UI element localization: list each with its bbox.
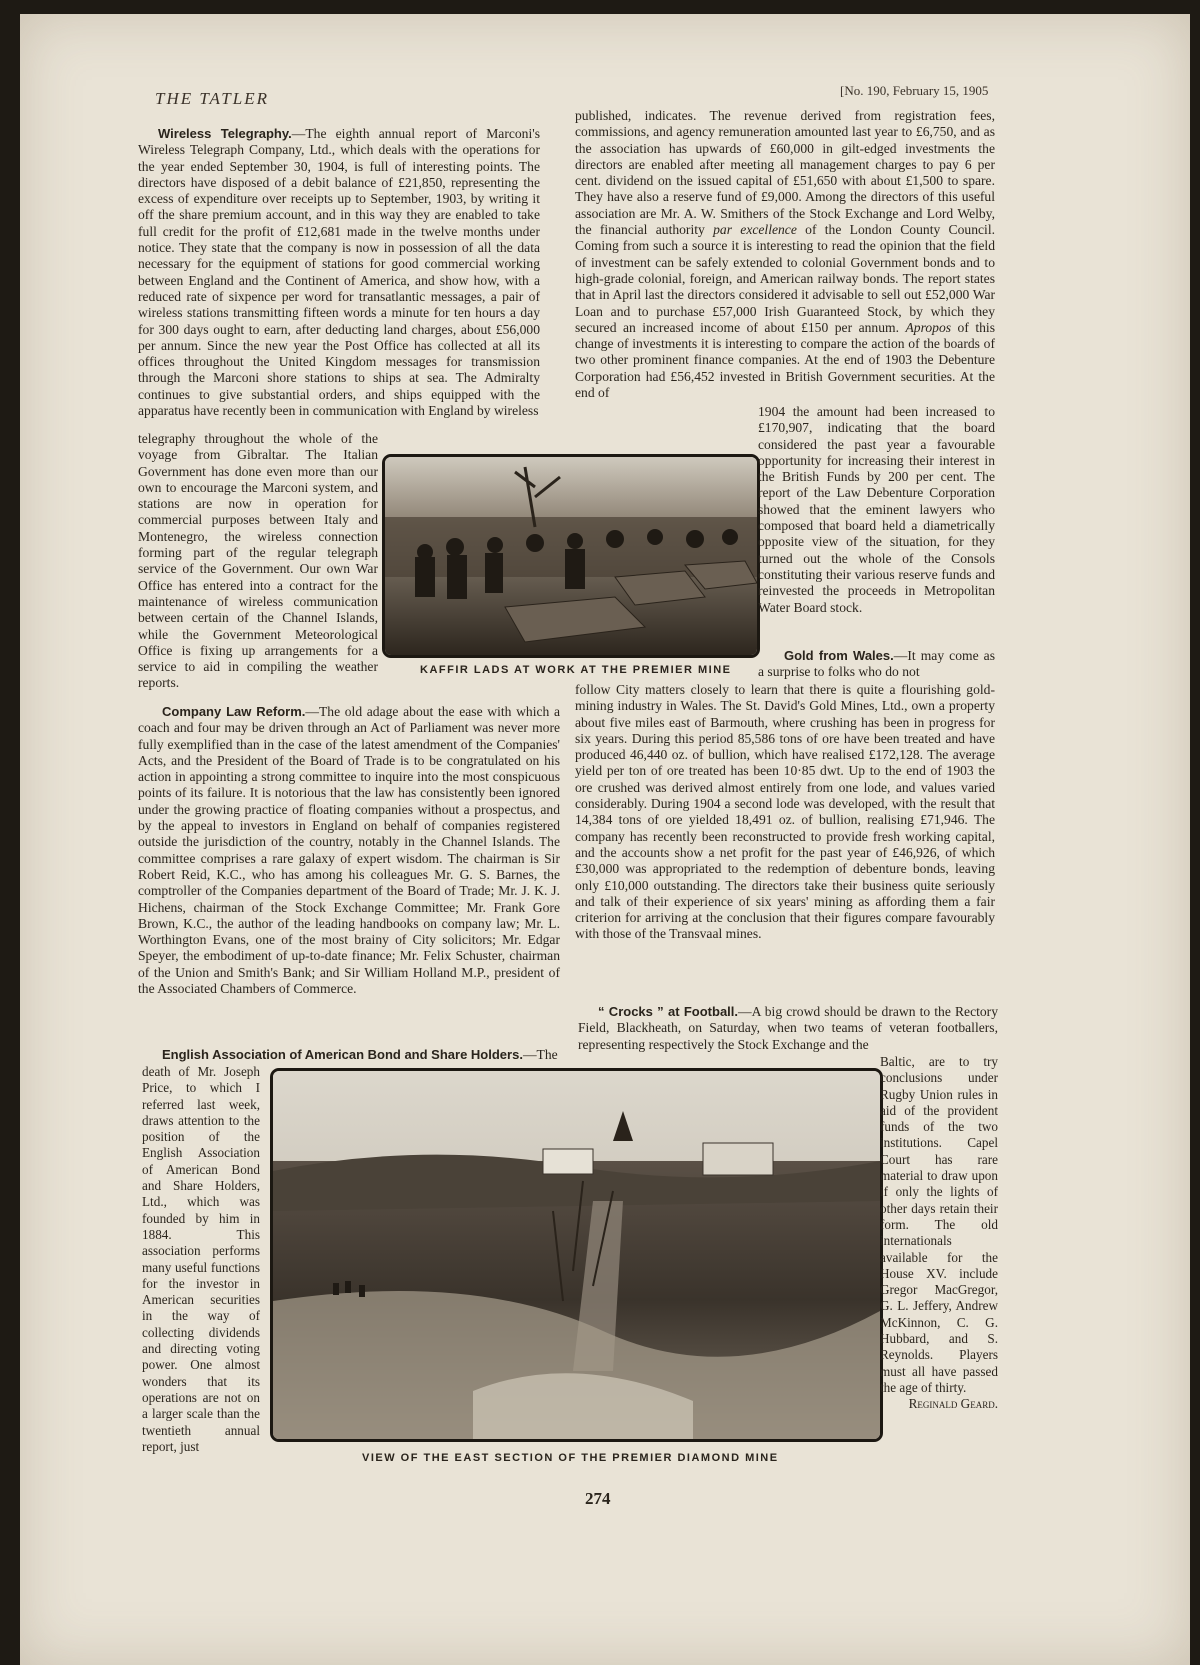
gold-heading: Gold from Wales. (784, 648, 894, 663)
english-assoc-article (142, 1064, 260, 1455)
english-assoc-text: death of Mr. Joseph Price, to which I referred last week, draws attention to the position of the English Association of American Bond and Share Holders, Ltd., which was founded by him in 1884. This association performs many useful functions for the investor in American securities in the way of collecting dividends and directing voting power. One almost wonders that its operations are not on a larger scale than the twentieth annual report, just (142, 1064, 260, 1454)
wireless-article (138, 126, 540, 419)
gold-heading-line: Gold from Wales.—It may come as a surprise to folks who do not (758, 648, 995, 680)
wireless-continued (138, 431, 378, 692)
issue-date: [No. 190, February 15, 1905 (840, 83, 989, 98)
premier-mine-photo (270, 1068, 883, 1442)
kaffir-lads-image (385, 457, 757, 655)
premier-mine-image (273, 1071, 880, 1439)
gold-article (575, 682, 995, 943)
top-photo-caption: KAFFIR LADS AT WORK AT THE PREMIER MINE (420, 664, 732, 676)
wireless-text-a: —The eighth annual report of Marconi's Wireless Telegraph Company, Ltd., which deals with the operations for the year ended September 30, 1904, is full of interesting points. The directors have disposed of a debit balance of £21,850, representing the excess of expenditure over receipts up to September, 1903, by writing it off the share premium account, and in this way they are enabled to take full credit for the profit of £12,681 made in the twelve months under notice. They state that the company is now in possession of all the data necessary for the equipment of stations for good commercial working between England and the Continent of America, and show how, with a reduced rate of sixpence per word for transatlantic messages, a pair of wireless stations transmitting fifteen words a minute for ten hours a day for 300 days ought to earn, after deducting land charges, about £56,000 per annum. Since the new year the Post Office has collected at all its offices throughout the United Kingdom messages for transmission through the Marconi shore stations to ships at sea. The Admiralty continues to give substantial orders, and ships equipped with the apparatus have recently been in communication with England by wireless (138, 126, 540, 419)
gold-text: follow City matters closely to learn that there is quite a flourishing gold-mining industry in Wales. The St. David's Gold Mines, Ltd., own a property about five miles east of Barmouth, where crushing has been in progress for six years. During this period 85,586 tons of ore have been treated and have produced 46,440 oz. of bullion, which have realised £172,128. The average yield per ton of ore treated has been 10·85 dwt. Up to the end of 1903 the ore crushed was derived almost entirely from one lode, and values varied considerably. During 1904 a second lode was developed, with the result that 14,384 tons of ore yielded 18,491 oz. of bullion, realising £71,946. The company has recently been reconstructed to provide fresh working capital, and the accounts show a net profit for the past year of £46,926, of which £30,000 was appropriated to the redemption of debenture bonds, leaving only £10,000 outstanding. The directors take their business quite seriously and talk of their experience of six years' mining as affording them a fair criterion for arriving at the conclusion that their figures compare favourably with those of the Transvaal mines. (575, 682, 995, 942)
bottom-photo-caption: VIEW OF THE EAST SECTION OF THE PREMIER DIAMOND MINE (362, 1452, 779, 1464)
magazine-title: THE TATLER (155, 89, 269, 108)
page-number: 274 (585, 1489, 611, 1508)
crocks-heading: “ Crocks ” at Football. (598, 1004, 739, 1019)
wireless-text-b: telegraphy throughout the whole of the voyage from Gibraltar. The Italian Government has done even more than our own to encourage the Marconi system, and stations are now in operation for commercial purposes between Italy and Montenegro, the wireless connection forming part of the regular telegraph service of the Government. Our own War Office has entered into a contract for the maintenance of wireless communication between certain of the Channel Islands, while the Government Meteorological Office is fixing up arrangements for a service to aid in compiling the weather reports. (138, 431, 378, 691)
wireless-heading: Wireless Telegraphy. (158, 126, 292, 141)
company-law-heading: Company Law Reform. (162, 704, 306, 719)
debenture-article: 1904 the amount had been increased to £170,907, indicating that the board considered the past year a favourable opportunity for increasing their interest in the British Funds by 200 per cent. The report of the Law Debenture Corporation showed that the eminent lawyers who composed that board held a diametrically opposite view of the situation, for they turned out the whole of the Consols constituting their various reserve funds and reinvested the proceeds in Metropolitan Water Board stock. (758, 404, 995, 615)
english-assoc-heading: English Association of American Bond and Share Holders. (162, 1047, 523, 1062)
crocks-article: “ Crocks ” at Football.—A big crowd should be drawn to the Rectory Field, Blackheath, on Saturday, when two teams of veteran footballers, representing respectively the Stock Exchange and the (578, 1004, 998, 1052)
english-assoc-continued: published, indicates. The revenue derived from registration fees, commissions, and agency remuneration amounted last year to £6,750, and as the association has upwards of £60,000 in gilt-edged investments the directors are enabled after meeting all management charges to pay 6 per cent. dividend on the issued capital of £51,650 with about £1,500 to spare. They have also a reserve fund of £9,000. Among the directors of this useful association are Mr. A. W. Smithers of the Stock Exchange and Lord Welby, the financial authority par excellence of the London County Council. Coming from such a source it is interesting to read the opinion that the field of investment can be safely extended to colonial Government bonds and to high-grade colonial, foreign, and American railway bonds. The report states that in April last the directors considered it advisable to sell out £52,000 War Loan and to purchase £57,000 Irish Guaranteed Stock, by which they secured an increased income of about £150 per annum. Apropos of this change of investments it is interesting to compare the action of the boards of two other prominent finance companies. At the end of 1903 the Debenture Corporation had £56,452 invested in British Government securities. At the end of (575, 108, 996, 401)
magazine-page (20, 14, 1190, 1665)
english-assoc-heading-line: English Association of American Bond and Share Holders.—The (162, 1047, 558, 1062)
author-signature: Reginald Geard. (908, 1396, 998, 1412)
kaffir-lads-photo (382, 454, 760, 658)
crocks-continued: Baltic, are to try conclusions under Rugby Union rules in aid of the provident funds of the two institutions. Capel Court has rare material to draw upon if only the lights of other days retain their form. The old internationals available for the House XV. include Gregor MacGregor, G. L. Jeffery, Andrew McKinnon, C. G. Hubbard, and S. Reynolds. Players must all have passed the age of thirty. Reginald Geard. (880, 1054, 998, 1412)
company-law-article (138, 704, 560, 997)
company-law-text: —The old adage about the ease with which a coach and four may be driven through an Act of Parliament was never more fully exemplified than in the case of the latest amendment of the Companies' Acts, and the President of the Board of Trade is to be congratulated on his action in appointing a strong committee to inquire into the most conspicuous points of its failure. It is notorious that the law has consistently been ignored under the growing practice of floating companies without a prospectus, and by the appeal to investors in England on behalf of companies registered outside the jurisdiction of the country, notably in the Channel Islands. The committee comprises a rare galaxy of expert wisdom. The chairman is Sir Robert Reid, K.C., who has among his colleagues Mr. G. S. Barnes, the comptroller of the Companies department of the Board of Trade; Mr. J. K. J. Hichens, chairman of the Stock Exchange Committee; Mr. Frank Gore Brown, K.C., the author of the leading handbooks on company law; Mr. L. Worthington Evans, one of the most brainy of City solicitors; Mr. Edgar Speyer, the embodiment of up-to-date finance; Mr. Felix Schuster, chairman of the Union and Smith's Bank; and Sir William Holland M.P., president of the Associated Chambers of Commerce. (138, 704, 561, 997)
